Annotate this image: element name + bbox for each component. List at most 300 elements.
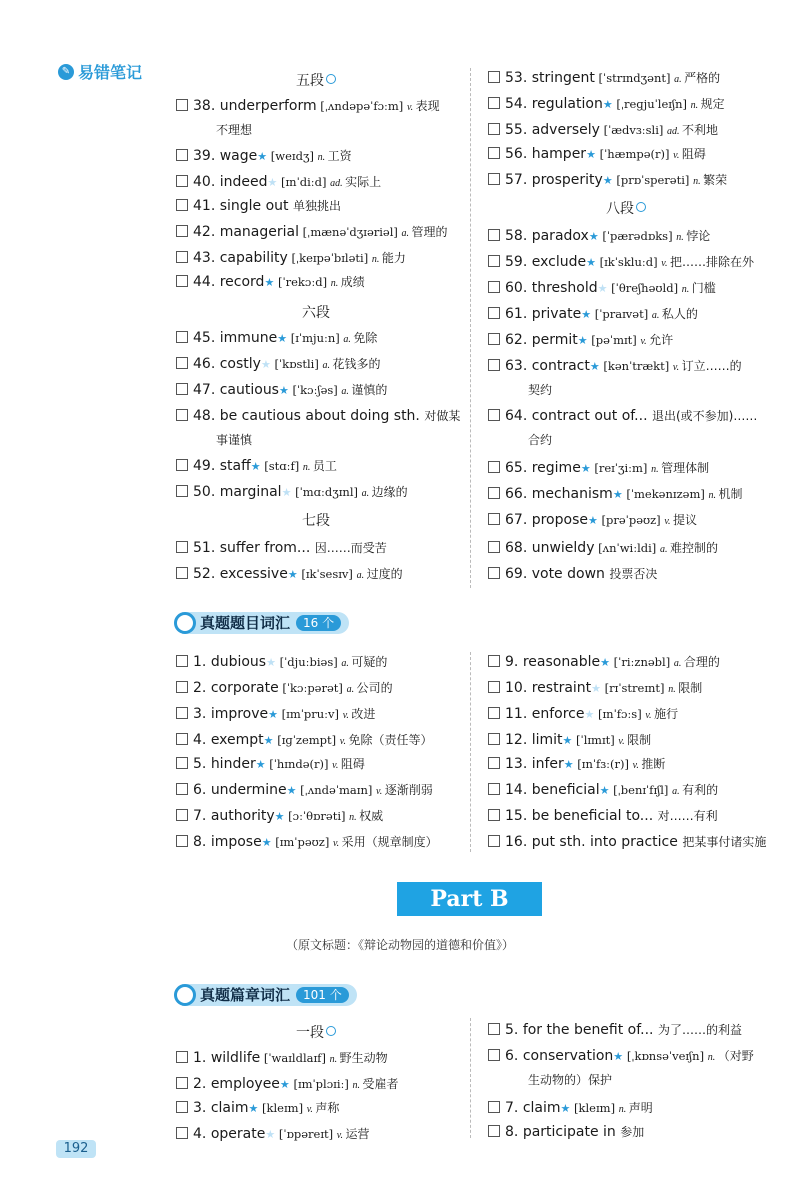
entry-meaning: 推断	[641, 757, 666, 771]
star-icon: ★	[586, 148, 596, 161]
checkbox-icon[interactable]	[488, 487, 500, 499]
checkbox-icon[interactable]	[488, 147, 500, 159]
checkbox-icon[interactable]	[176, 175, 188, 187]
star-icon: ★	[580, 462, 591, 475]
entry-word: be beneficial to...	[531, 808, 654, 824]
entry-meaning: 提议	[673, 513, 698, 527]
entry-number: 61.	[505, 306, 532, 322]
phonetic: [ˈkɒstli]	[270, 357, 323, 371]
entry-number: 2.	[193, 1076, 211, 1092]
checkbox-icon[interactable]	[176, 99, 188, 111]
checkbox-icon[interactable]	[176, 733, 188, 745]
vocab-entry	[176, 194, 341, 218]
part-of-speech: a.	[659, 544, 670, 555]
vocab-entry	[176, 480, 408, 506]
vocab-entry	[488, 650, 720, 676]
phonetic: [ˈθreʃhəʊld]	[607, 281, 682, 295]
part-of-speech: a.	[341, 658, 352, 669]
entry-word: be cautious about doing sth.	[219, 408, 420, 424]
phonetic: [stɑːf]	[260, 459, 303, 473]
part-of-speech: n.	[676, 232, 687, 243]
hollow-star-icon: ★	[584, 708, 595, 721]
vocab-entry	[488, 1018, 742, 1042]
checkbox-icon[interactable]	[176, 809, 188, 821]
checkbox-icon[interactable]	[488, 707, 500, 719]
column-divider	[470, 68, 471, 588]
part-of-speech: a.	[672, 786, 683, 797]
part-of-speech: n.	[708, 490, 719, 501]
part-of-speech: a.	[356, 570, 367, 581]
checkbox-icon[interactable]	[488, 567, 500, 579]
entry-meaning: 野生动物	[339, 1051, 388, 1065]
part-of-speech: n.	[302, 462, 313, 473]
entry-meaning: 施行	[654, 707, 679, 721]
phonetic: [ʌnˈwiːldi]	[594, 541, 660, 555]
entry-meaning: 边缘的	[371, 485, 408, 499]
phonetic: [ˌʌndəpəˈfɔːm]	[316, 99, 407, 113]
vocab-entry	[488, 752, 665, 778]
hollow-star-icon: ★	[260, 358, 271, 371]
entry-word: enforce	[531, 706, 585, 722]
page-number: 192	[56, 1140, 96, 1158]
entry-meaning: 成绩	[340, 275, 365, 289]
vocab-entry	[488, 1044, 754, 1070]
checkbox-icon[interactable]	[488, 1101, 500, 1113]
part-of-speech: a.	[361, 488, 372, 499]
entry-meaning: 悖论	[686, 229, 711, 243]
entry-word: wildlife	[210, 1050, 261, 1066]
entry-meaning: 谨慎的	[351, 383, 388, 397]
entry-word: contract out of...	[531, 408, 648, 424]
vocab-entry	[176, 220, 448, 246]
vocab-entry	[176, 804, 383, 830]
checkbox-icon[interactable]	[488, 409, 500, 421]
part-of-speech: v.	[376, 786, 385, 797]
phonetic: [kleɪm]	[258, 1101, 307, 1115]
checkbox-icon[interactable]	[488, 655, 500, 667]
star-icon: ★	[255, 758, 266, 771]
entry-word: excessive	[219, 566, 288, 582]
entry-number: 51.	[193, 540, 220, 556]
entry-meaning: 难控制的	[669, 541, 718, 555]
checkbox-icon[interactable]	[176, 835, 188, 847]
checkbox-icon[interactable]	[488, 513, 500, 525]
phonetic: [ˈpraɪvət]	[591, 307, 652, 321]
vocab-entry	[488, 354, 742, 380]
entry-number: 47.	[193, 382, 220, 398]
part-of-speech: v.	[632, 760, 642, 771]
star-icon: ★	[581, 308, 592, 321]
vocab-entry	[176, 170, 381, 196]
entry-meaning: 声明	[628, 1101, 653, 1115]
vocab-entry	[176, 676, 393, 702]
entry-number: 42.	[193, 224, 220, 240]
part-of-speech: v.	[645, 710, 655, 721]
vocab-entry	[176, 702, 375, 728]
checkbox-icon[interactable]	[488, 307, 500, 319]
vocab-entry	[488, 250, 754, 276]
phonetic: [ɪɡˈzempt]	[273, 733, 340, 747]
magnifier-icon	[174, 612, 196, 634]
phonetic: [ɪmˈpruːv]	[278, 707, 343, 721]
part-of-speech: n.	[690, 100, 701, 111]
checkbox-icon[interactable]	[488, 1023, 500, 1035]
entry-number: 5.	[193, 756, 211, 772]
vocab-entry	[488, 66, 720, 92]
star-icon: ★	[577, 334, 588, 347]
part-of-speech: a.	[341, 386, 352, 397]
checkbox-icon[interactable]	[488, 359, 500, 371]
part-of-speech: v.	[339, 736, 349, 747]
entry-meaning: 对……有利	[657, 809, 718, 823]
entry-number: 69.	[505, 566, 532, 582]
checkbox-icon[interactable]	[176, 331, 188, 343]
entry-number: 6.	[505, 1048, 523, 1064]
entry-word: unwieldy	[531, 540, 595, 556]
phonetic: [ɪnˈfɜː(r)]	[573, 757, 633, 771]
entry-word: improve	[210, 706, 269, 722]
entry-meaning: 繁荣	[703, 173, 728, 187]
checkbox-icon[interactable]	[176, 149, 188, 161]
checkbox-icon[interactable]	[488, 333, 500, 345]
entry-word: managerial	[219, 224, 300, 240]
star-icon: ★	[250, 460, 261, 473]
phonetic: [ˈædvɜːsli]	[599, 123, 668, 137]
section-banner-question-vocab: 真题题目词汇 16 个	[174, 610, 349, 636]
checkbox-icon[interactable]	[488, 733, 500, 745]
star-icon: ★	[279, 1078, 290, 1091]
vocab-entry	[176, 1096, 339, 1122]
star-icon: ★	[277, 332, 288, 345]
vocab-entry	[176, 728, 433, 754]
entry-word: private	[531, 306, 582, 322]
checkbox-icon[interactable]	[488, 1125, 500, 1137]
entry-number: 3.	[193, 1100, 211, 1116]
entry-word: authority	[210, 808, 275, 824]
entry-word: permit	[531, 332, 578, 348]
checkbox-icon[interactable]	[488, 757, 500, 769]
checkbox-icon[interactable]	[488, 461, 500, 473]
section-heading: 八段	[566, 198, 686, 218]
star-icon: ★	[612, 488, 623, 501]
checkbox-icon[interactable]	[488, 255, 500, 267]
entry-word: put sth. into practice	[531, 834, 678, 850]
checkbox-icon[interactable]	[176, 567, 188, 579]
checkbox-icon[interactable]	[176, 681, 188, 693]
checkbox-icon[interactable]	[176, 275, 188, 287]
checkbox-icon[interactable]	[488, 809, 500, 821]
checkbox-icon[interactable]	[488, 71, 500, 83]
section-banner-passage-vocab: 真题篇章词汇 101 个	[174, 982, 357, 1008]
entry-number: 60.	[505, 280, 532, 296]
phonetic: [reɪˈʒiːm]	[590, 461, 652, 475]
star-icon: ★	[587, 514, 598, 527]
vocab-entry	[176, 752, 365, 778]
entry-meaning: 因……而受苦	[314, 541, 387, 555]
entry-number: 16.	[505, 834, 532, 850]
vocab-entry	[488, 562, 657, 586]
part-of-speech: v.	[332, 838, 342, 849]
entry-word: adversely	[531, 122, 600, 138]
part-of-speech: n.	[668, 684, 679, 695]
entry-word: wage	[219, 148, 258, 164]
entry-meaning: 有利的	[682, 783, 719, 797]
entry-number: 58.	[505, 228, 532, 244]
entry-meaning: 不利地	[682, 123, 719, 137]
checkbox-icon[interactable]	[176, 199, 188, 211]
checkbox-icon[interactable]	[488, 229, 500, 241]
part-of-speech: v.	[672, 362, 682, 373]
vocab-entry	[488, 224, 710, 250]
entry-number: 11.	[505, 706, 532, 722]
phonetic: [ˈmɑːdʒɪnl]	[291, 485, 362, 499]
part-of-speech: n.	[618, 1104, 629, 1115]
entry-meaning: 合理的	[683, 655, 720, 669]
star-icon: ★	[613, 1050, 624, 1063]
vocab-entry	[176, 270, 365, 296]
vocab-entry	[488, 302, 698, 328]
vocab-entry	[176, 454, 337, 480]
entry-word: employee	[210, 1076, 280, 1092]
hollow-star-icon: ★	[267, 176, 278, 189]
entry-number: 65.	[505, 460, 532, 476]
entry-number: 1.	[193, 654, 211, 670]
hollow-star-icon: ★	[281, 486, 292, 499]
checkbox-icon[interactable]	[488, 1049, 500, 1061]
entry-word: immune	[219, 330, 278, 346]
entry-word: indeed	[219, 174, 268, 190]
entry-meaning: 声称	[315, 1101, 340, 1115]
entry-meaning: 运营	[345, 1127, 370, 1141]
checkbox-icon[interactable]	[176, 1051, 188, 1063]
entry-word: prosperity	[531, 172, 603, 188]
phonetic: [ɔːˈθɒrəti]	[284, 809, 350, 823]
vocab-entry	[176, 378, 387, 404]
checkbox-icon[interactable]	[176, 707, 188, 719]
part-of-speech: n.	[707, 1052, 718, 1063]
entry-number: 4.	[193, 1126, 211, 1142]
brand-header	[58, 60, 142, 83]
checkbox-icon[interactable]	[176, 1127, 188, 1139]
checkbox-icon[interactable]	[176, 459, 188, 471]
phonetic: [pəˈmɪt]	[587, 333, 641, 347]
entry-number: 52.	[193, 566, 220, 582]
star-icon: ★	[563, 758, 574, 771]
entry-meaning: 逐渐削弱	[384, 783, 433, 797]
column-divider	[470, 652, 471, 852]
entry-meaning: 过度的	[366, 567, 403, 581]
part-of-speech: a.	[401, 228, 412, 239]
checkbox-icon[interactable]	[176, 1101, 188, 1113]
star-icon: ★	[248, 1102, 259, 1115]
entry-number: 46.	[193, 356, 220, 372]
hollow-star-icon: ★	[597, 282, 608, 295]
entry-word: hinder	[210, 756, 256, 772]
brand-logo-icon: ✎	[58, 64, 74, 80]
phonetic: [ˈkɔːʃəs]	[288, 383, 342, 397]
vocab-entry	[176, 536, 387, 560]
phonetic: [ˈlɪmɪt]	[572, 733, 619, 747]
vocab-entry	[488, 536, 718, 562]
entry-word: restraint	[531, 680, 592, 696]
checkbox-icon[interactable]	[488, 173, 500, 185]
entry-word: threshold	[531, 280, 598, 296]
part-of-speech: n.	[352, 1080, 363, 1091]
part-of-speech: v.	[336, 1130, 346, 1141]
vocab-entry	[176, 404, 460, 428]
checkbox-icon[interactable]	[488, 835, 500, 847]
star-icon: ★	[287, 568, 298, 581]
part-of-speech: n.	[330, 278, 341, 289]
entry-meaning-continued: 事谨慎	[216, 433, 253, 447]
entry-number: 6.	[193, 782, 211, 798]
part-of-speech: v.	[661, 258, 670, 269]
entry-word: costly	[219, 356, 261, 372]
entry-word: mechanism	[531, 486, 613, 502]
part-of-speech: a.	[673, 658, 684, 669]
entry-meaning: 私人的	[661, 307, 698, 321]
checkbox-icon[interactable]	[176, 251, 188, 263]
star-icon: ★	[599, 784, 610, 797]
section-heading: 五段	[256, 70, 376, 90]
part-of-speech: ad.	[667, 126, 683, 137]
vocab-entry	[488, 728, 651, 754]
entry-meaning: 把某事付诸实施	[682, 835, 767, 849]
entry-word: dubious	[210, 654, 267, 670]
entry-word: record	[219, 274, 265, 290]
entry-number: 5.	[505, 1022, 523, 1038]
vocab-entry	[176, 778, 433, 804]
star-icon: ★	[278, 384, 289, 397]
entry-word: beneficial	[531, 782, 600, 798]
checkbox-icon[interactable]	[488, 681, 500, 693]
phonetic: [kleɪm]	[570, 1101, 619, 1115]
entry-meaning-continued: 合约	[528, 433, 553, 447]
star-icon: ★	[274, 810, 285, 823]
entry-word: impose	[210, 834, 262, 850]
part-of-speech: n.	[681, 284, 692, 295]
vocab-entry	[488, 676, 702, 702]
entry-meaning: 严格的	[684, 71, 721, 85]
entry-meaning: 权威	[359, 809, 384, 823]
entry-meaning: 退出(或不参加)……	[651, 409, 758, 423]
entry-meaning: 对做某	[424, 409, 461, 423]
vocab-entry	[488, 702, 678, 728]
phonetic: [ɪkˈsesɪv]	[297, 567, 357, 581]
hollow-star-icon: ★	[266, 656, 276, 669]
checkbox-icon[interactable]	[488, 783, 500, 795]
entry-word: corporate	[210, 680, 279, 696]
entry-meaning: 规定	[700, 97, 725, 111]
entry-meaning: 阻碍	[340, 757, 365, 771]
phonetic: [kənˈtrækt]	[599, 359, 673, 373]
checkbox-icon[interactable]	[176, 783, 188, 795]
entry-number: 45.	[193, 330, 220, 346]
checkbox-icon[interactable]	[176, 357, 188, 369]
entry-number: 7.	[193, 808, 211, 824]
entry-word: reasonable	[522, 654, 601, 670]
checkbox-icon[interactable]	[176, 225, 188, 237]
checkbox-icon[interactable]	[176, 655, 188, 667]
star-icon: ★	[600, 656, 611, 669]
vocab-entry	[488, 1120, 644, 1144]
entry-word: regulation	[531, 96, 603, 112]
entry-meaning: 允许	[649, 333, 674, 347]
entry-number: 62.	[505, 332, 532, 348]
phonetic: [weɪdʒ]	[267, 149, 318, 163]
part-of-speech: n.	[371, 254, 382, 265]
entry-word: hamper	[531, 146, 587, 162]
entry-number: 15.	[505, 808, 532, 824]
entry-number: 63.	[505, 358, 532, 374]
entry-number: 8.	[505, 1124, 523, 1140]
checkbox-icon[interactable]	[488, 281, 500, 293]
entry-meaning: 阻碍	[681, 147, 706, 161]
checkbox-icon[interactable]	[176, 485, 188, 497]
vocab-entry	[488, 168, 727, 194]
entry-word: marginal	[219, 484, 282, 500]
part-of-speech: v.	[618, 736, 628, 747]
phonetic: [ˈkɔːpərət]	[278, 681, 347, 695]
part-of-speech: n.	[651, 464, 662, 475]
entry-number: 54.	[505, 96, 532, 112]
checkbox-icon[interactable]	[176, 383, 188, 395]
star-icon: ★	[589, 360, 600, 373]
vocab-entry	[488, 404, 757, 428]
checkbox-icon[interactable]	[488, 97, 500, 109]
entry-number: 7.	[505, 1100, 523, 1116]
star-icon: ★	[602, 174, 613, 187]
entry-word: capability	[219, 250, 288, 266]
part-of-speech: v.	[332, 760, 341, 771]
phonetic: [ɪnˈfɔːs]	[594, 707, 646, 721]
entry-meaning: 限制	[627, 733, 652, 747]
checkbox-icon[interactable]	[176, 541, 188, 553]
phonetic: [ˈdjuːbiəs]	[275, 655, 342, 669]
brand-title: 易错笔记	[78, 63, 143, 82]
checkbox-icon[interactable]	[488, 541, 500, 553]
entry-number: 53.	[505, 70, 532, 86]
checkbox-icon[interactable]	[488, 123, 500, 135]
entry-number: 39.	[193, 148, 220, 164]
checkbox-icon[interactable]	[176, 757, 188, 769]
phonetic: [ˈpærədɒks]	[598, 229, 677, 243]
phonetic: [ɪmˈpəʊz]	[271, 835, 333, 849]
vocab-entry	[488, 830, 766, 854]
part-of-speech: n.	[329, 1054, 340, 1065]
vocab-entry	[176, 246, 406, 272]
checkbox-icon[interactable]	[176, 1077, 188, 1089]
star-icon: ★	[588, 230, 599, 243]
entry-number: 1.	[193, 1050, 211, 1066]
entry-word: limit	[531, 732, 563, 748]
phonetic: [ˈhæmpə(r)]	[595, 147, 674, 161]
entry-meaning: 工资	[327, 149, 352, 163]
star-icon: ★	[602, 98, 613, 111]
entry-meaning: 把……排除在外	[669, 255, 754, 269]
entry-meaning: 订立……的	[681, 359, 742, 373]
entry-word: paradox	[531, 228, 589, 244]
entry-word: stringent	[531, 70, 595, 86]
entry-word: claim	[522, 1100, 561, 1116]
entry-number: 64.	[505, 408, 532, 424]
star-icon: ★	[560, 1102, 571, 1115]
vocab-entry	[488, 482, 743, 508]
entry-meaning: 免除	[353, 331, 378, 345]
vocab-entry	[488, 778, 718, 804]
vocab-entry	[488, 276, 716, 302]
checkbox-icon[interactable]	[176, 409, 188, 421]
